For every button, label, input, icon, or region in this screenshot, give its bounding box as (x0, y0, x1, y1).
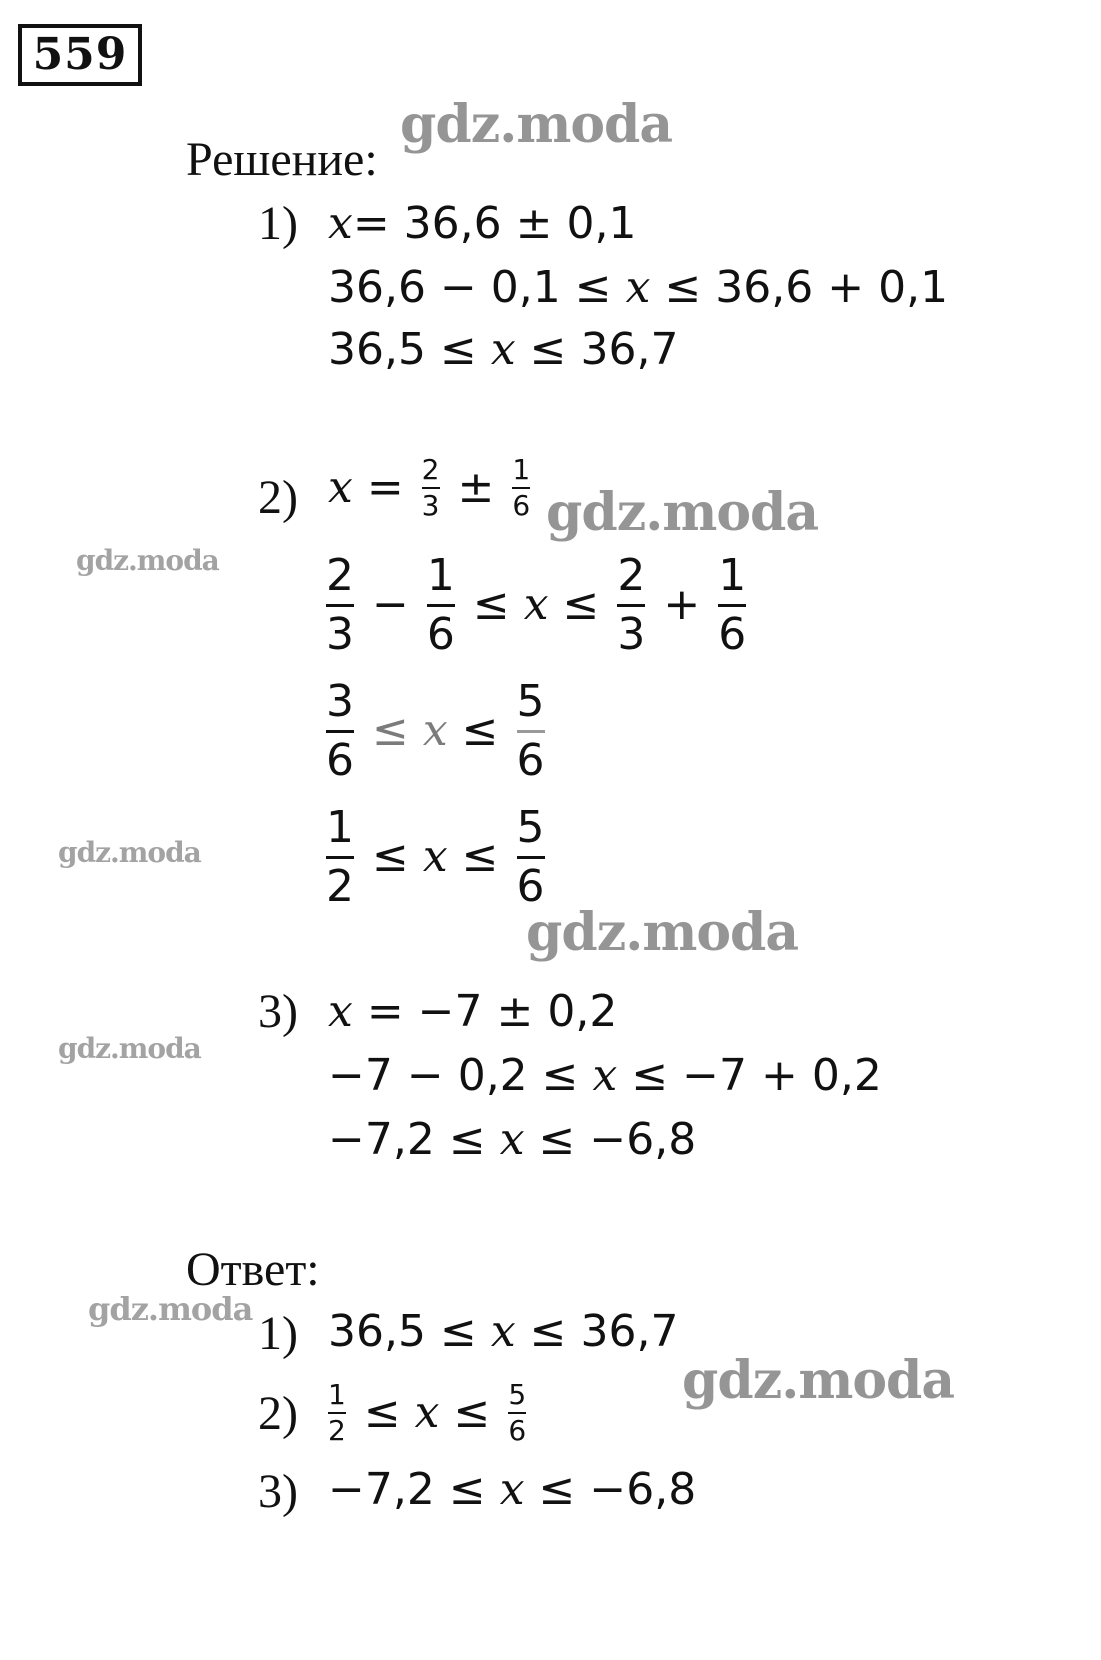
item3-line2-left: −7 − 0,2 ≤ (328, 1050, 593, 1101)
variable-x: x (422, 705, 448, 756)
item3-line3-right: ≤ −6,8 (524, 1114, 697, 1165)
fraction-5-6 (516, 801, 545, 912)
item1-line2-right: ≤ 36,6 + 0,1 (650, 262, 949, 313)
numerator: 1 (426, 549, 455, 601)
fraction-bar (517, 730, 545, 733)
fraction-1-6 (718, 549, 747, 660)
denominator: 3 (421, 489, 440, 522)
numerator: 5 (508, 1378, 527, 1411)
fraction-bar (718, 604, 746, 607)
fraction-5-6 (508, 1378, 527, 1447)
variable-x: x (328, 986, 353, 1037)
denominator: 6 (326, 734, 354, 786)
watermark: gdz.moda (682, 1350, 955, 1411)
numerator: 1 (326, 801, 354, 853)
answer1-line (328, 1306, 679, 1357)
fraction-1-6 (512, 453, 531, 522)
item3-line3 (328, 1114, 697, 1165)
fraction-5-6 (516, 675, 545, 786)
item2-line3 (322, 672, 549, 790)
fraction-bar (326, 856, 354, 859)
watermark: gdz.moda (400, 94, 673, 155)
item1-line3-right: ≤ 36,7 (515, 324, 679, 375)
numerator: 3 (326, 675, 354, 727)
answer3-line (328, 1464, 697, 1515)
watermark: gdz.moda (88, 1290, 253, 1328)
watermark: gdz.moda (58, 836, 201, 869)
answer3-left: −7,2 ≤ (328, 1464, 500, 1515)
answer2-label: 2) (258, 1387, 298, 1440)
variable-x: x (490, 1306, 516, 1357)
item3-line2-right: ≤ −7 + 0,2 (617, 1050, 882, 1101)
fraction-bar (517, 856, 545, 859)
answer-heading: Ответ: (186, 1243, 320, 1296)
denominator: 3 (326, 608, 354, 660)
numerator: 1 (718, 549, 747, 601)
fraction-bar (326, 604, 354, 607)
watermark: gdz.moda (526, 902, 799, 963)
answer1-label: 1) (258, 1307, 298, 1360)
less-equal-sign: ≤ (447, 705, 513, 756)
item1-label: 1) (258, 197, 298, 250)
variable-x: x (592, 1050, 618, 1101)
numerator: 5 (516, 675, 545, 727)
plus-sign: + (649, 579, 715, 630)
less-equal-sign: ≤ (447, 831, 513, 882)
fraction-1-6 (426, 549, 455, 660)
denominator: 6 (516, 860, 545, 912)
item2-line1 (328, 448, 534, 528)
item1-line3-left: 36,5 ≤ (328, 324, 491, 375)
less-equal-sign: ≤ (358, 831, 423, 882)
plus-minus-sign: ± (443, 462, 509, 513)
denominator: 3 (617, 608, 646, 660)
numerator: 2 (421, 453, 440, 486)
variable-x: x (625, 262, 651, 313)
item2-line2 (322, 546, 750, 664)
numerator: 2 (326, 549, 354, 601)
less-equal-sign: ≤ (548, 579, 614, 630)
task-number: 559 (18, 24, 142, 86)
variable-x: x (523, 579, 549, 630)
variable-x: x (328, 462, 353, 513)
fraction-2-3 (326, 549, 354, 660)
answer3-label: 3) (258, 1465, 298, 1518)
fraction-2-3 (617, 549, 646, 660)
variable-x: x (422, 831, 448, 882)
numerator: 5 (516, 801, 545, 853)
variable-x: x (490, 324, 516, 375)
item3-line3-left: −7,2 ≤ (328, 1114, 500, 1165)
answer2-line (324, 1370, 530, 1456)
fraction-2-3 (421, 453, 440, 522)
item3-line1-rhs: = −7 ± 0,2 (352, 986, 618, 1037)
item1-line1-rhs: = 36,6 ± 0,1 (352, 198, 637, 249)
denominator: 2 (326, 860, 354, 912)
answer1-left: 36,5 ≤ (328, 1306, 491, 1357)
numerator: 1 (512, 453, 531, 486)
item1-line2-left: 36,6 − 0,1 ≤ (328, 262, 626, 313)
watermark: gdz.moda (58, 1032, 201, 1065)
denominator: 2 (328, 1414, 346, 1447)
watermark: gdz.moda (546, 482, 819, 543)
fraction-1-2 (326, 801, 354, 912)
fraction-bar (326, 730, 354, 733)
minus-sign: − (358, 579, 423, 630)
less-equal-sign: ≤ (439, 1387, 505, 1438)
fraction-3-6 (326, 675, 354, 786)
watermark: gdz.moda (76, 544, 219, 577)
variable-x: x (414, 1387, 440, 1438)
item2-line4 (322, 798, 549, 916)
less-equal-sign: ≤ (349, 1387, 415, 1438)
item1-line3 (328, 324, 679, 375)
variable-x: x (328, 198, 353, 249)
denominator: 6 (516, 734, 545, 786)
denominator: 6 (426, 608, 455, 660)
equals-sign: = (352, 462, 418, 513)
denominator: 6 (718, 608, 747, 660)
less-equal-sign: ≤ (358, 705, 423, 756)
fraction-bar (427, 604, 455, 607)
numerator: 2 (617, 549, 646, 601)
item1-line1 (328, 198, 637, 249)
fraction-bar (617, 604, 645, 607)
solution-heading: Решение: (186, 133, 378, 186)
denominator: 6 (508, 1414, 527, 1447)
item3-line2 (328, 1050, 882, 1101)
item1-line2 (328, 262, 949, 313)
fraction-1-2 (328, 1378, 346, 1447)
item3-label: 3) (258, 985, 298, 1038)
answer3-right: ≤ −6,8 (524, 1464, 697, 1515)
item3-line1 (328, 986, 618, 1037)
variable-x: x (499, 1464, 525, 1515)
answer1-right: ≤ 36,7 (515, 1306, 679, 1357)
variable-x: x (499, 1114, 525, 1165)
less-equal-sign: ≤ (458, 579, 524, 630)
numerator: 1 (328, 1378, 346, 1411)
denominator: 6 (512, 489, 531, 522)
item2-label: 2) (258, 471, 298, 524)
